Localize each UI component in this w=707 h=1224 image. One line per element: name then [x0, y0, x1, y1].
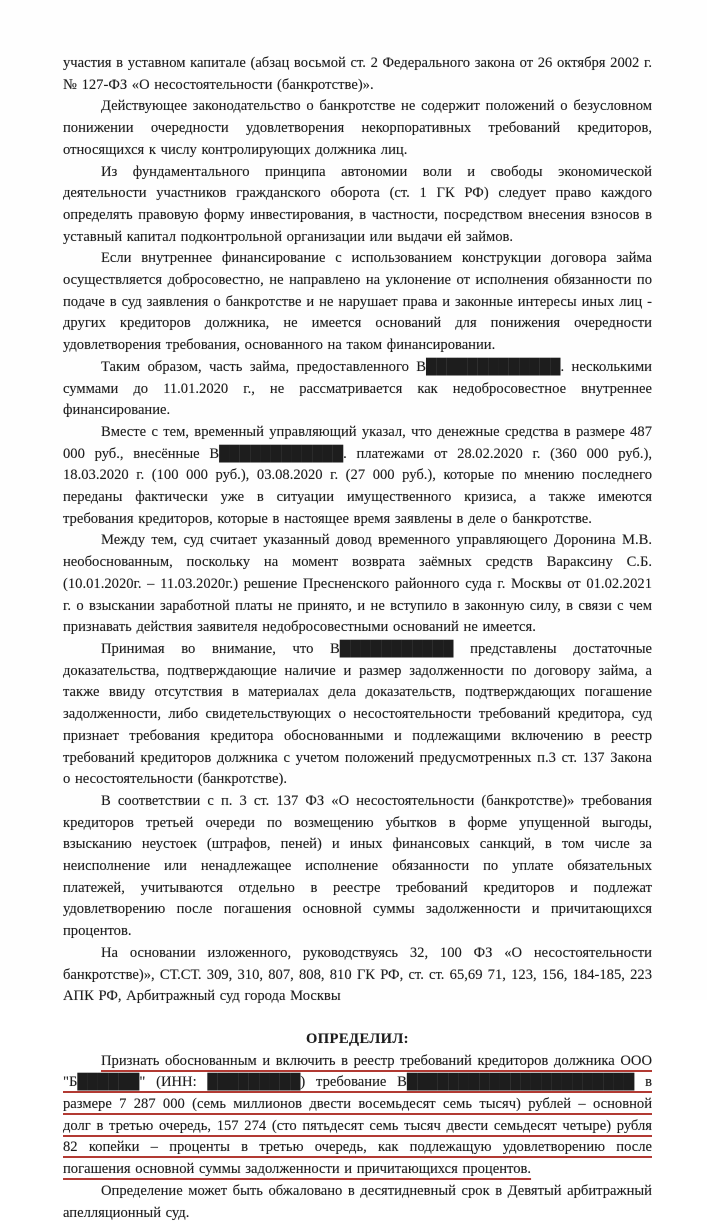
document-text-block: [63, 53, 652, 1224]
paragraph-body-5-redacted: Вместе с тем, временный управляющий указал, что денежные средства в размере 487 000 руб., внесённые В████████████. платежами от 28.02.2020 г. (360 000 руб.), 18.03.2020 г. (100 000 руб.), 03.08.2020 г. (27 000 руб.), которые по мнению последнего переданы фактически уже в ситуации имущественного кризиса, а также имеются требования кредиторов, которые в настоящее время заявлены в деле о банкротстве.: [63, 423, 652, 527]
paragraph-body-3: Если внутреннее финансирование с использованием конструкции договора займа осуществляется добросовестно, не направлено на уклонение от исполнения обязанности по подаче в суд заявления о банкротстве и не нарушает права и законные интересы иных лиц - других кредиторов должника, не имеется оснований для понижения очередности удовлетворения требования, основанного на таком финансировании.: [63, 250, 652, 354]
paragraph-continuation: участия в уставном капитале (абзац восьмой ст. 2 Федерального закона от 26 октября 2002 г. № 127-ФЗ «О несостоятельности (банкротстве)».: [63, 55, 652, 93]
ruling-operative-part: Признать обоснованным и включить в реестр требований кредиторов должника ООО "Б██████" (ИНН: █████████) требование В██████████████████████ в размере 7 287 000 (семь миллионов двести восемьдесят семь тысяч) рублей – основной долг в третью очередь, 157 274 (сто пятьдесят семь тысяч двести семьдесят четыре) рубля 82 копейки – проценты в третью очередь, как подлежащую удовлетворению после погашения основной суммы задолженности и причитающихся процентов.: [63, 1052, 652, 1178]
paragraph-body-4-redacted: Таким образом, часть займа, предоставленного В█████████████. несколькими суммами до 11.01.2020 г., не рассматривается как недобросовестное внутреннее финансирование.: [63, 358, 652, 419]
paragraph-body-1: Действующее законодательство о банкротстве не содержит положений о безусловном понижении очередности удовлетворения некорпоративных требований кредиторов, относящихся к числу контролирующих должника лиц.: [63, 98, 652, 158]
paragraph-appeal-notice: Определение может быть обжаловано в десятидневный срок в Девятый арбитражный апелляционный суд.: [63, 1182, 652, 1221]
paragraph-body-7-redacted: Принимая во внимание, что В███████████ представлены достаточные доказательства, подтверждающие наличие и размер задолженности по договору займа, а также ввиду отсутствия в материалах дела доказательств, подтверждающих погашение задолженности, либо свидетельствующих о несостоятельности требований кредитора, суд признает требования кредитора обоснованными и подлежащими включению в реестр требований кредиторов должника с учетом положений предусмотренных п.3 ст. 137 Закона о несостоятельности (банкротстве).: [63, 640, 652, 788]
paragraph-body-9: На основании изложенного, руководствуясь 32, 100 ФЗ «О несостоятельности банкротстве)», СТ.СТ. 309, 310, 807, 808, 810 ГК РФ, ст. ст. 65,69 71, 123, 156, 184-185, 223 АПК РФ, Арбитражный суд города Москвы: [63, 944, 652, 1005]
ruling-heading: ОПРЕДЕЛИЛ:: [306, 1030, 409, 1047]
paragraph-body-2: Из фундаментального принципа автономии воли и свободы экономической деятельности участников гражданского оборота (ст. 1 ГК РФ) следует право каждого определять правовую форму инвестирования, в частности, посредством внесения взносов в уставный капитал подконтрольной организации или выдачи ей займов.: [63, 163, 652, 245]
paragraph-body-6: Между тем, суд считает указанный довод временного управляющего Доронина М.В. необоснованным, поскольку на момент возврата заёмных средств Вараксину С.Б. (10.01.2020г. – 11.03.2020г.) решение Пресненского районного суда г. Москвы от 01.02.2021 г. о взыскании заработной платы не принято, и не вступило в законную силу, в связи с чем признавать действия заявителя недобросовестными оснований не имеется.: [63, 532, 652, 636]
paragraph-body-8: В соответствии с п. 3 ст. 137 ФЗ «О несостоятельности (банкротстве)» требования кредиторов третьей очереди по возмещению убытков в форме упущенной выгоды, взысканию неустоек (штрафов, пеней) и иных финансовых санкций, в том числе за неисполнение или ненадлежащее исполнение обязанности по уплате обязательных платежей, учитываются отдельно в реестре требований кредиторов и подлежат удовлетворению после погашения основной суммы задолженности и причитающихся процентов.: [63, 792, 652, 940]
